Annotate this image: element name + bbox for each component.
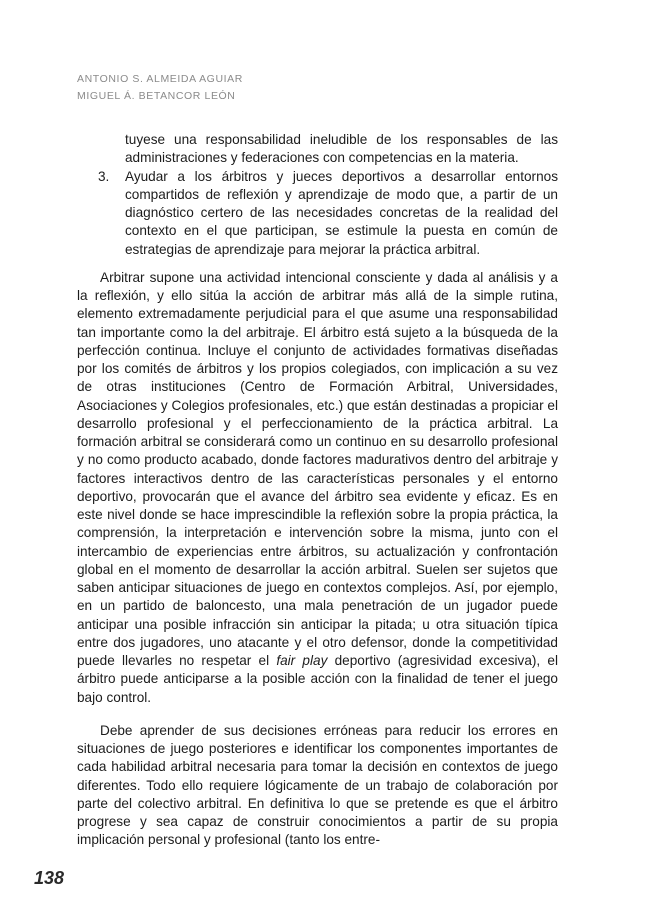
running-header bbox=[77, 71, 243, 105]
list-item-continuation-line-1: tuyese una responsabilidad ineludible de los responsables de las bbox=[125, 132, 558, 147]
list-item-continuation-line-2: administraciones y federaciones con competencias en la materia. bbox=[125, 150, 519, 166]
body-paragraph-1 bbox=[77, 269, 558, 707]
list-item-text: Ayudar a los árbitros y jueces deportivos a desarrollar entornos compartidos de reflexión y aprendizaje de modo que, a partir de un diagnóstico certero de las necesidades concretas de la realidad del contexto en el que participan, se estimule la puesta en común de estrategias de aprendizaje para mejorar la práctica arbitral. bbox=[125, 168, 558, 257]
header-author-1: ANTONIO S. ALMEIDA AGUIAR bbox=[77, 73, 243, 85]
paragraph-1-text-a: Arbitrar supone una actividad intencional consciente y dada al análisis y a la reflexión, y ello sitúa la acción de arbitrar más allá de la simple rutina, elemento extremadamente perjudicial para el que asume una responsabilidad tan importante como la del arbitraje. El árbitro está sujeto a la búsqueda de la perfección continua. Incluye el conjunto de actividades formativas diseñadas por los comités de árbitros y los propios colegiados, con implicación a su vez de otras instituciones (Centro de Formación Arbitral, Universidades, Asociaciones y Colegios profesionales, etc.) que están destinadas a propiciar el desarrollo profesional y el perfeccionamiento de la práctica arbitral. La formación arbitral se considerará como un continuo en su desarrollo profesional y no como producto acabado, donde factores madurativos dentro del arbitraje y factores interactivos dentro de las características personales y el entorno deportivo, provocarán que el avance del árbitro sea evidente y eficaz. Es en este nivel donde se hace imprescindible la reflexión sobre la propia práctica, la comprensión, la interpretación e intervención sobre la misma, junto con el intercambio de experiencias entre árbitros, su actualización y confrontación global en el momento de desarrollar la acción arbitral. Suelen ser sujetos que saben anticipar situaciones de juego en contextos complejos. Así, por ejemplo, en un partido de baloncesto, una mala penetración de un jugador puede anticipar una posible infracción sin anticipar la pitada; u otra situación típica entre dos jugadores, uno atacante y el otro defensor, donde la competitividad puede llevarles no respetar el bbox=[77, 269, 558, 668]
paragraph-1-text-b: deportivo (agresividad excesiva), el árbitro puede anticiparse a la posible acción con la finalidad de tener el juego bajo control. bbox=[77, 653, 558, 705]
paragraph-1-italic-term: fair play bbox=[276, 653, 328, 668]
page-number: 138 bbox=[34, 868, 65, 888]
header-author-2: MIGUEL Á. BETANCOR LEÓN bbox=[77, 90, 236, 102]
list-item-3 bbox=[77, 168, 558, 259]
body-paragraph-2: Debe aprender de sus decisiones erróneas para reducir los errores en situaciones de juego posteriores e identificar los componentes importantes de cada habilidad arbitral necesaria para tomar la decisión en contextos de juego diferentes. Todo ello requiere lógicamente de un trabajo de colaboración por parte del colectivo arbitral. En definitiva lo que se pretende es que el árbitro progrese y sea capaz de construir conocimientos a partir de su propia implicación personal y profesional (tanto los entre- bbox=[77, 722, 558, 848]
page-body bbox=[77, 131, 558, 850]
list-item-number: 3. bbox=[98, 168, 110, 184]
